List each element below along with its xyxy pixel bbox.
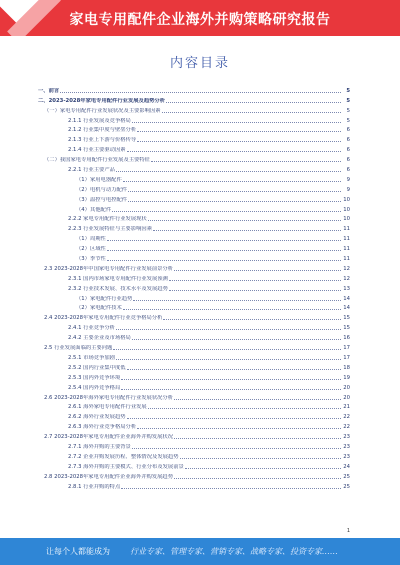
toc-entry-page: 18 <box>343 364 350 371</box>
toc-leader-dots <box>185 468 341 469</box>
toc-entry-title: 2.7 2023-2028年家电专用配件企业海外并购发展状况 <box>44 434 174 441</box>
toc-leader-dots <box>132 339 341 340</box>
toc-entry-page: 19 <box>343 374 350 381</box>
toc-entry[interactable] <box>38 143 350 153</box>
toc-leader-dots <box>128 201 341 202</box>
toc-entry[interactable] <box>38 203 350 213</box>
toc-entry[interactable] <box>38 262 350 272</box>
toc-leader-dots <box>166 102 341 103</box>
toc-entry-title: 2.7.1 海外并购的主要背景 <box>68 443 131 450</box>
toc-entry-title: 2.4 2023-2028年家电专用配件行业竞争格局分析 <box>44 315 163 322</box>
toc-entry-title: 2.3 2023-2028年中国家电专用配件行业发展前景分析 <box>44 265 174 272</box>
toc-entry-title: （2）区域性 <box>76 246 106 253</box>
toc-entry-page: 23 <box>343 453 350 460</box>
toc-entry-page: 23 <box>343 434 350 441</box>
toc-entry[interactable] <box>38 94 350 104</box>
toc-entry-title: （1）周期性 <box>76 236 106 243</box>
toc-entry-title: 2.1.2 行业集中度与壁垒分析 <box>68 127 137 134</box>
toc-leader-dots <box>137 141 341 142</box>
footer-bar <box>0 538 400 565</box>
toc-leader-dots <box>60 92 341 93</box>
toc-entry-page: 5 <box>346 97 350 104</box>
toc-entry-page: 5 <box>346 117 350 124</box>
toc-entry-page: 12 <box>343 275 350 282</box>
toc-entry[interactable] <box>38 84 350 94</box>
toc-entry-page: 10 <box>343 196 350 203</box>
toc-entry-title: 2.6.2 海外行业发展趋势 <box>68 414 126 421</box>
toc-leader-dots <box>174 399 341 400</box>
toc-leader-dots <box>127 151 341 152</box>
toc-entry[interactable] <box>38 331 350 341</box>
toc-entry-title: 2.3.2 行业技术发展、技术水平及发展趋势 <box>68 285 168 292</box>
toc-entry[interactable] <box>38 391 350 401</box>
report-header <box>0 0 400 36</box>
toc-entry[interactable] <box>38 420 350 430</box>
toc-entry-title: （一）家电专用配件行业发展状况及主要影响因素 <box>44 107 161 114</box>
toc-entry-page: 6 <box>346 167 350 174</box>
toc-entry-title: （3）温控与电控配件 <box>76 196 128 203</box>
toc-entry[interactable] <box>38 480 350 490</box>
toc-entry-page: 17 <box>343 345 350 352</box>
toc-entry[interactable] <box>38 104 350 114</box>
toc-leader-dots <box>174 478 341 479</box>
toc-entry[interactable] <box>38 183 350 193</box>
toc-entry[interactable] <box>38 133 350 143</box>
toc-leader-dots <box>148 408 341 409</box>
toc-entry-page: 17 <box>343 354 350 361</box>
toc-entry-title: （二）我国家电专用配件行业发展及主要特征 <box>44 157 150 164</box>
toc-leader-dots <box>169 290 341 291</box>
toc-leader-dots <box>162 112 341 113</box>
toc-entry[interactable] <box>38 222 350 232</box>
toc-entry-page: 15 <box>343 315 350 322</box>
toc-leader-dots <box>137 428 341 429</box>
toc-leader-dots <box>127 418 341 419</box>
page-number: 1 <box>346 528 350 534</box>
toc-leader-dots <box>123 181 341 182</box>
toc-entry-page: 14 <box>343 305 350 312</box>
toc-entry-page: 5 <box>346 107 350 114</box>
toc-leader-dots <box>137 131 341 132</box>
toc-entry[interactable] <box>38 311 350 321</box>
toc-entry-page: 10 <box>343 216 350 223</box>
toc-leader-dots <box>123 309 341 310</box>
toc-entry-title: 2.4.2 主要企业及市场格局 <box>68 335 131 342</box>
toc-entry-page: 24 <box>343 463 350 470</box>
toc-entry-page: 9 <box>346 186 350 193</box>
toc-entry-title: （2）家电配件技术 <box>76 305 122 312</box>
toc-entry[interactable] <box>38 381 350 391</box>
toc-entry[interactable] <box>38 252 350 262</box>
toc-entry[interactable] <box>38 282 350 292</box>
toc-entry-page: 5 <box>346 87 350 94</box>
toc-entry-page: 25 <box>343 483 350 490</box>
toc-entry[interactable] <box>38 410 350 420</box>
toc-entry-title: 2.5.4 国内外竞争格局 <box>68 384 121 391</box>
toc-entry[interactable] <box>38 321 350 331</box>
toc-leader-dots <box>169 280 341 281</box>
toc-leader-dots <box>107 240 341 241</box>
toc-entry-title: 2.6.3 海外行业竞争格局分析 <box>68 424 137 431</box>
toc-entry-title: （2）电机与动力配件 <box>76 186 128 193</box>
toc-entry-page: 20 <box>343 394 350 401</box>
toc-entry[interactable] <box>38 440 350 450</box>
toc-entry-page: 6 <box>346 127 350 134</box>
toc-entry-page: 23 <box>343 443 350 450</box>
toc-entry-page: 20 <box>343 384 350 391</box>
toc-entry-title: 2.2.2 家电专用配件行业发展现状 <box>68 216 147 223</box>
toc-entry-page: 14 <box>343 295 350 302</box>
toc-entry[interactable] <box>38 232 350 242</box>
toc-entry-title: 2.3.1 国内市场家电专用配件行业发展预测 <box>68 275 168 282</box>
toc-entry[interactable] <box>38 153 350 163</box>
toc-entry-title: 2.1.3 行业上下游与价格传导 <box>68 137 137 144</box>
toc-entry-page: 21 <box>343 404 350 411</box>
toc-leader-dots <box>151 161 341 162</box>
toc-leader-dots <box>153 230 341 231</box>
toc-entry[interactable] <box>38 163 350 173</box>
toc-entry-title: 2.4.1 行业竞争分析 <box>68 325 115 332</box>
toc-entry-page: 22 <box>343 414 350 421</box>
toc-entry[interactable] <box>38 470 350 480</box>
toc-entry-page: 11 <box>343 246 350 253</box>
toc-entry-page: 10 <box>343 206 350 213</box>
toc-entry-title: 2.5.1 市场竞争加剧 <box>68 354 115 361</box>
toc-entry-page: 9 <box>346 176 350 183</box>
toc-leader-dots <box>180 458 341 459</box>
toc-entry-page: 25 <box>343 473 350 480</box>
toc-leader-dots <box>116 329 341 330</box>
toc-entry-page: 22 <box>343 424 350 431</box>
toc-leader-dots <box>121 389 341 390</box>
footer-slogan: 让每个人都能成为 <box>46 547 110 556</box>
toc-leader-dots <box>128 191 341 192</box>
report-title: 家电专用配件企业海外并购策略研究报告 <box>69 12 331 28</box>
toc-heading: 内容目录 <box>169 56 230 71</box>
toc-entry-title: 2.1.4 行业主要驱动因素 <box>68 147 126 154</box>
toc-leader-dots <box>163 319 341 320</box>
toc-entry[interactable] <box>38 272 350 282</box>
toc-entry-page: 12 <box>343 265 350 272</box>
toc-entry[interactable] <box>38 341 350 351</box>
toc-entry[interactable] <box>38 292 350 302</box>
toc-entry-page: 6 <box>346 137 350 144</box>
toc-entry-title: 2.8 2023-2028年家电专用配件企业海外并购发展趋势 <box>44 473 174 480</box>
toc-entry-page: 15 <box>343 325 350 332</box>
toc-entry[interactable] <box>38 401 350 411</box>
toc-entry[interactable] <box>38 450 350 460</box>
toc-leader-dots <box>132 448 341 449</box>
toc-entry-title: （4）其他配件 <box>76 206 112 213</box>
toc-entry-title: （3）季节性 <box>76 256 106 263</box>
table-of-contents <box>38 84 350 490</box>
toc-entry-title: 2.7.3 海外并购的主要模式、行业分布及发展前景 <box>68 463 184 470</box>
toc-entry[interactable] <box>38 351 350 361</box>
toc-leader-dots <box>116 359 341 360</box>
toc-entry[interactable] <box>38 124 350 134</box>
toc-leader-dots <box>113 349 341 350</box>
toc-entry-title: 2.2.1 行业主要产品 <box>68 167 115 174</box>
toc-entry[interactable] <box>38 302 350 312</box>
toc-entry-title: 2.5.2 国内行业集中度低 <box>68 364 126 371</box>
toc-leader-dots <box>174 438 341 439</box>
toc-entry-title: 2.1.1 行业发展及竞争格局 <box>68 117 131 124</box>
toc-entry-title: （1）家电配件行业趋势 <box>76 295 133 302</box>
toc-leader-dots <box>116 171 341 172</box>
toc-entry[interactable] <box>38 193 350 203</box>
toc-entry-title: 二、2023-2028年家电专用配件行业发展及趋势分析 <box>38 97 166 104</box>
toc-entry[interactable] <box>38 242 350 252</box>
toc-entry-title: 2.5.3 国内外竞争环境 <box>68 374 121 381</box>
toc-leader-dots <box>121 488 341 489</box>
toc-entry[interactable] <box>38 371 350 381</box>
footer-roles: 行业专家、管理专家、营销专家、战略专家、投资专家…… <box>130 547 338 556</box>
toc-leader-dots <box>132 122 341 123</box>
toc-entry[interactable] <box>38 361 350 371</box>
toc-leader-dots <box>121 379 341 380</box>
toc-entry-page: 11 <box>343 226 350 233</box>
toc-entry-title: 2.6 2023-2028年海外家电专用配件行业发展状况分析 <box>44 394 174 401</box>
toc-entry-page: 11 <box>343 256 350 263</box>
toc-entry-title: 2.2.3 行业发展特征与主要影响因素 <box>68 226 153 233</box>
toc-entry-title: 2.6.1 海外家电专用配件行业发展 <box>68 404 147 411</box>
toc-entry-title: 2.8.1 行业并购的特点 <box>68 483 121 490</box>
toc-entry[interactable] <box>38 114 350 124</box>
toc-entry[interactable] <box>38 173 350 183</box>
toc-entry-title: 一、前言 <box>38 87 60 94</box>
toc-entry-title: 2.7.2 企业并购发展历程、整体情况及发展趋势 <box>68 453 179 460</box>
toc-entry[interactable] <box>38 213 350 223</box>
toc-leader-dots <box>127 369 341 370</box>
toc-entry-title: 2.5 行业发展面临的主要问题 <box>44 345 113 352</box>
toc-entry-title: （1）家用电器配件 <box>76 176 122 183</box>
toc-leader-dots <box>112 211 341 212</box>
toc-entry-page: 6 <box>346 147 350 154</box>
toc-entry[interactable] <box>38 430 350 440</box>
toc-entry-page: 13 <box>343 285 350 292</box>
toc-leader-dots <box>133 300 341 301</box>
toc-entry-page: 11 <box>343 236 350 243</box>
toc-leader-dots <box>107 260 341 261</box>
toc-entry[interactable] <box>38 460 350 470</box>
toc-leader-dots <box>148 220 341 221</box>
toc-entry-page: 6 <box>346 157 350 164</box>
toc-entry-page: 16 <box>343 335 350 342</box>
toc-leader-dots <box>107 250 341 251</box>
toc-leader-dots <box>174 270 341 271</box>
